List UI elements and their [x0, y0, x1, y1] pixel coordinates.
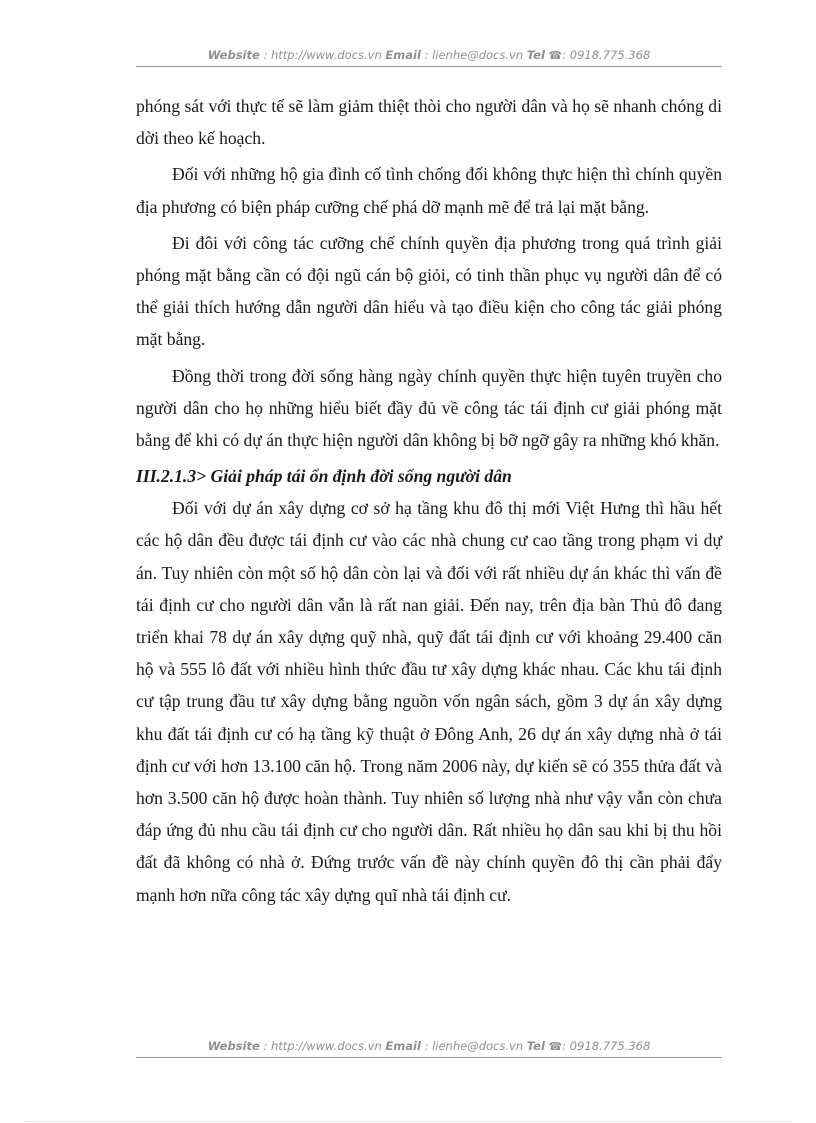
- footer-tel-label: Tel: [526, 1039, 545, 1053]
- footer-tel-number: : 0918.775.368: [562, 1039, 651, 1053]
- header-tel-number: : 0918.775.368: [562, 48, 651, 62]
- footer-email-label: Email: [385, 1039, 421, 1053]
- paragraph-continuation: phóng sát với thực tế sẽ làm giảm thiệt thòi cho người dân và họ sẽ nhanh chóng di dời theo kế hoạch.: [136, 96, 722, 149]
- paragraph-enforcement: Đối với những hộ gia đình cố tình chống đối không thực hiện thì chính quyền địa phương có biện pháp cưỡng chế phá dỡ mạnh mẽ để trả lại mặt bằng.: [136, 164, 722, 217]
- paragraph-resettlement: Đối với dự án xây dựng cơ sở hạ tầng khu đô thị mới Việt Hưng thì hầu hết các hộ dân đều được tái định cư vào các nhà chung cư cao tầng trong phạm vi dự án. Tuy nhiên còn một số hộ dân còn lại và đối với rất nhiều dự án khác thì vấn đề tái định cư cho người dân vẫn là rất nan giải. Đến nay, trên địa bàn Thủ đô đang triển khai 78 dự án xây dựng quỹ nhà, quỹ đất tái định cư với khoảng 29.400 căn hộ và 555 lô đất với nhiều hình thức đầu tư xây dựng khác nhau. Các khu tái định cư tập trung đầu tư xây dựng bằng nguồn vốn ngân sách, gồm 3 dự án xây dựng khu đất tái định cư có hạ tầng kỹ thuật ở Đông Anh, 26 dự án xây dựng nhà ở tái định cư với hơn 13.100 căn hộ. Trong năm 2006 này, dự kiến sẽ có 355 thửa đất và hơn 3.500 căn hộ được hoàn thành. Tuy nhiên số lượng nhà như vậy vẫn còn chưa đáp ứng đủ nhu cầu tái định cư cho người dân. Rất nhiều họ dân sau khi bị thu hồi đất đã không có nhà ở. Đứng trước vấn đề này chính quyền đô thị cần phải đẩy mạnh hơn nữa công tác xây dựng quĩ nhà tái định cư.: [136, 498, 722, 905]
- header-email-address: : lienhe@docs.vn: [424, 48, 524, 62]
- footer-website-label: Website: [207, 1039, 260, 1053]
- paragraph-propaganda: Đồng thời trong đời sống hàng ngày chính quyền thực hiện tuyên truyền cho người dân cho họ những hiểu biết đầy đủ về công tác tái định cư giải phóng mặt bằng để khi có dự án thực hiện người dân không bị bỡ ngỡ gây ra những khó khăn.: [136, 365, 722, 451]
- footer-email-address: : lienhe@docs.vn: [424, 1039, 524, 1053]
- page-header: [136, 48, 722, 62]
- phone-icon: ☎: [548, 49, 563, 62]
- header-tel-label: Tel: [526, 48, 545, 62]
- document-body: [136, 90, 722, 915]
- paragraph-staff: Đi đôi với công tác cưỡng chế chính quyền địa phương trong quá trình giải phóng mặt bằng cần có đội ngũ cán bộ giỏi, có tinh thần phục vụ người dân để có thể giải thích hướng dẫn người dân hiểu và tạo điều kiện cho công tác giải phóng mặt bằng.: [136, 232, 722, 350]
- footer-website-url: : http://www.docs.vn: [263, 1039, 382, 1053]
- header-website-label: Website: [207, 48, 260, 62]
- header-divider: [136, 66, 722, 67]
- header-website-url: : http://www.docs.vn: [263, 48, 382, 62]
- page-footer: [136, 1039, 722, 1053]
- header-email-label: Email: [385, 48, 421, 62]
- page-edge: [24, 1121, 792, 1122]
- section-heading: III.2.1.3> Giải pháp tái ổn định đời sống người dân: [136, 466, 512, 487]
- footer-divider: [136, 1057, 722, 1058]
- phone-icon: ☎: [548, 1040, 563, 1053]
